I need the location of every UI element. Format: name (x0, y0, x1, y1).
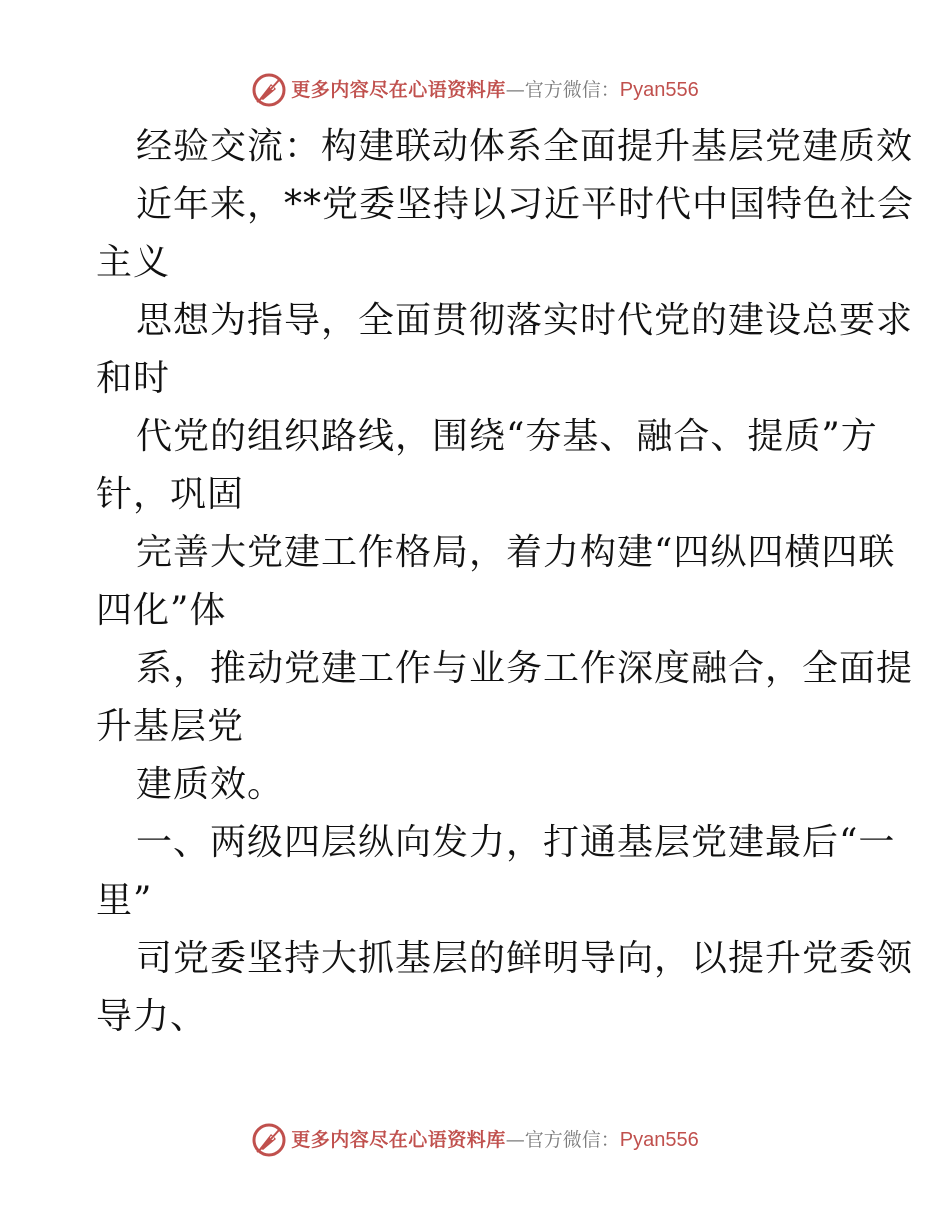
text-line: 和时 (96, 358, 171, 399)
text-line: 完善大党建工作格局，着力构建“四纵四横四联 (136, 532, 896, 573)
text-line: 建质效。 (136, 764, 285, 805)
document-body (96, 118, 915, 1046)
watermark-brand-text: 更多内容尽在心语资料库 (291, 78, 506, 101)
watermark-wechat-id: Pyan556 (619, 1129, 699, 1151)
watermark-separator-text: —官方微信： (505, 1128, 620, 1151)
pen-nib-logo-icon (251, 1122, 287, 1158)
text-line: 思想为指导，全面贯彻落实时代党的建设总要求 (136, 300, 914, 341)
watermark-separator-text: —官方微信： (505, 78, 620, 101)
text-line: 近年来，**党委坚持以习近平时代中国特色社会 (136, 184, 915, 225)
pen-nib-logo-icon (251, 72, 287, 108)
text-line: 升基层党 (96, 706, 245, 747)
watermark-wechat-id: Pyan556 (619, 79, 699, 101)
text-line: 四化”体 (96, 590, 227, 631)
footer-watermark (0, 1120, 950, 1160)
text-line: 代党的组织路线，围绕“夯基、融合、提质”方 (136, 416, 878, 457)
text-line: 里” (96, 880, 153, 921)
text-line: 导力、 (96, 996, 208, 1037)
header-watermark (0, 70, 950, 110)
text-line: 系，推动党建工作与业务工作深度融合，全面提 (136, 648, 914, 689)
text-line: 针，巩固 (96, 474, 245, 515)
document-title: 经验交流：构建联动体系全面提升基层党建质效 (136, 126, 914, 167)
text-line: 主义 (96, 242, 171, 283)
text-line: 司党委坚持大抓基层的鲜明导向，以提升党委领 (136, 938, 914, 979)
text-line: 一、两级四层纵向发力，打通基层党建最后“一 (136, 822, 896, 863)
watermark-brand-text: 更多内容尽在心语资料库 (291, 1128, 506, 1151)
